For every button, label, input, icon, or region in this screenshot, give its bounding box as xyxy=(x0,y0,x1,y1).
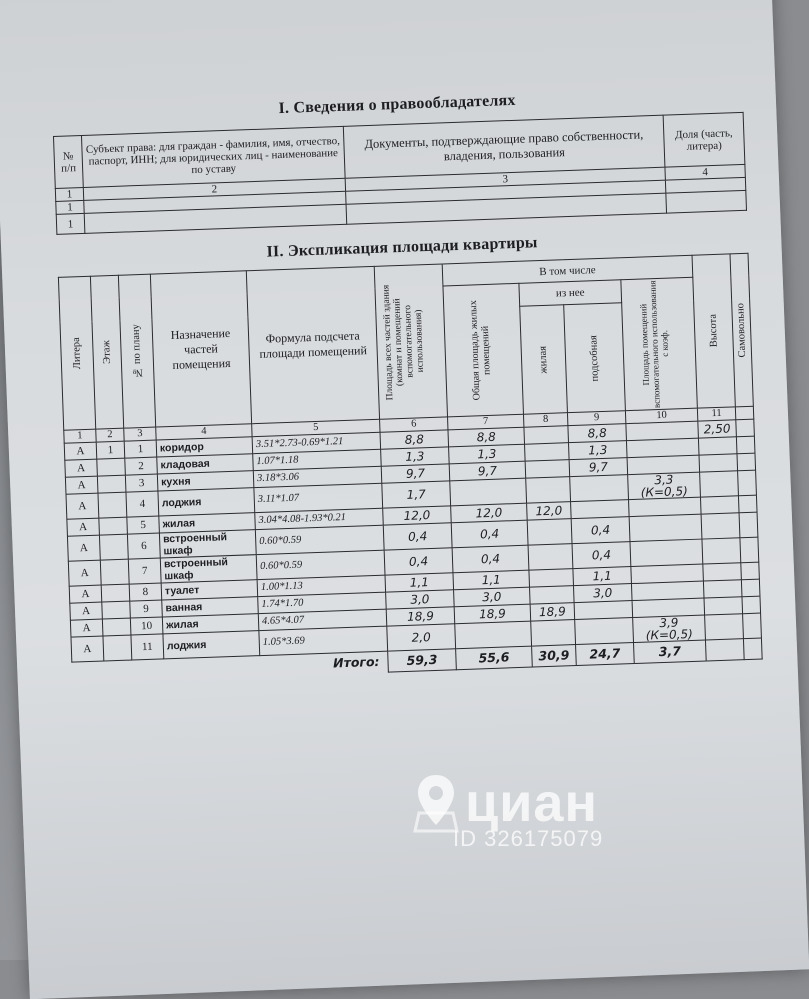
row-num: 5 xyxy=(127,516,160,534)
row-litera: А xyxy=(66,493,99,519)
document xyxy=(52,84,762,684)
row-name: встроенный шкаф xyxy=(159,530,256,558)
row-formula: 0.60*0.59 xyxy=(256,550,385,579)
row-floor xyxy=(102,618,131,636)
header-plan-no: № по плану xyxy=(130,324,144,379)
row-height xyxy=(703,563,742,581)
row-extra xyxy=(741,562,760,580)
row-living xyxy=(526,477,571,504)
colnum xyxy=(735,406,753,420)
row-num: 11 xyxy=(131,634,164,660)
row-height xyxy=(704,597,743,615)
row-name: кухня xyxy=(157,471,254,491)
colnum: 4 xyxy=(156,424,252,440)
row-num: 6 xyxy=(127,533,160,559)
row-aux: 8,8 xyxy=(568,424,627,443)
row-aux: 9,7 xyxy=(569,458,628,477)
row-formula: 3.51*2.73-0.69*1.21 xyxy=(252,432,381,453)
row-name: туалет xyxy=(161,580,258,600)
row-area: 1,3 xyxy=(381,447,450,466)
row-area: 1,7 xyxy=(382,481,451,508)
row-name: лоджия xyxy=(158,488,255,516)
row-num: 2 xyxy=(125,457,158,475)
row-extra xyxy=(738,470,757,496)
explication-table xyxy=(58,253,763,684)
row-floor xyxy=(97,458,126,476)
total-aux: 24,7 xyxy=(576,643,635,666)
header-extra: Самовольно xyxy=(735,302,749,358)
row-aux xyxy=(570,475,629,502)
row-height xyxy=(700,471,739,497)
row-formula: 3.04*4.08-1.93*0.21 xyxy=(255,508,384,529)
header-floor: Этаж xyxy=(101,340,113,365)
total-label: Итого: xyxy=(332,654,380,671)
colnum: 10 xyxy=(625,408,697,424)
row-litera: А xyxy=(67,518,100,536)
row-num: 1 xyxy=(124,440,157,458)
row-living-total: 1,3 xyxy=(449,444,526,464)
section1-title: I. Сведения о правообладателях xyxy=(278,91,516,118)
row-floor xyxy=(103,635,132,661)
header-living: жилая xyxy=(537,345,550,374)
row-litera: А xyxy=(71,636,104,662)
row-floor xyxy=(99,534,128,560)
row-height: 2,50 xyxy=(698,420,737,438)
row-area: 2,0 xyxy=(387,624,456,651)
row-living-total: 9,7 xyxy=(449,461,526,481)
owners-table xyxy=(53,112,747,235)
colnum: 1 xyxy=(64,429,96,443)
row-extra xyxy=(743,613,762,639)
header-purpose: Назначение частей помещения xyxy=(150,271,251,427)
header-including: В том числе xyxy=(442,255,693,286)
row-formula: 1.00*1.13 xyxy=(257,575,386,596)
colnum: 7 xyxy=(448,414,524,430)
header-of-which: из нее xyxy=(519,280,622,307)
total-living-total: 55,6 xyxy=(456,646,533,670)
colnum: 9 xyxy=(567,411,625,426)
row-name: кладовая xyxy=(157,454,254,474)
row-num: 4 xyxy=(126,491,159,517)
row-aux xyxy=(571,500,630,519)
row-extra xyxy=(736,436,755,454)
owners-row-share xyxy=(666,190,747,213)
row-extra xyxy=(739,512,758,538)
row-coef xyxy=(629,514,702,541)
row-formula: 3.11*1.07 xyxy=(254,483,383,512)
row-height xyxy=(701,513,740,539)
row-floor xyxy=(99,517,128,535)
row-extra xyxy=(742,596,761,614)
colnum: 6 xyxy=(380,417,448,432)
row-coef: 3,3 (К=0,5) xyxy=(628,472,701,499)
row-formula: 0.60*0.59 xyxy=(255,525,384,554)
row-num: 9 xyxy=(130,600,163,618)
row-living xyxy=(528,544,573,571)
row-living-total: 0,4 xyxy=(451,520,528,548)
row-height xyxy=(703,580,742,598)
header-auxiliary: подсобная xyxy=(588,334,601,382)
row-extra xyxy=(741,579,760,597)
row-formula: 3.18*3.06 xyxy=(253,466,382,487)
row-area: 18,9 xyxy=(386,607,455,626)
row-aux: 0,4 xyxy=(572,542,631,569)
row-name: жилая xyxy=(159,513,256,533)
colnum: 5 xyxy=(252,419,380,436)
owners-header-share: Доля (часть, литера) xyxy=(663,112,745,167)
owners-header-subject: Субъект права: для граждан - фамилия, имя, отчество, паспорт, ИНН; для юридических лиц - наименование по уставу xyxy=(81,126,345,187)
row-extra xyxy=(736,419,755,437)
row-area: 3,0 xyxy=(386,590,455,609)
row-living xyxy=(529,569,574,588)
owners-row-num: 1 xyxy=(56,213,85,234)
row-litera: А xyxy=(64,442,97,460)
row-area: 9,7 xyxy=(381,464,450,483)
row-living-total xyxy=(455,621,532,649)
row-name: ванная xyxy=(162,597,259,617)
row-area: 12,0 xyxy=(383,506,452,525)
owners-colnum: 4 xyxy=(665,164,745,180)
watermark xyxy=(415,772,603,852)
row-living-total: 3,0 xyxy=(454,587,531,607)
row-living-total: 1,1 xyxy=(453,570,530,590)
row-formula: 1.74*1.70 xyxy=(258,592,387,613)
row-num: 3 xyxy=(125,474,158,492)
colnum: 3 xyxy=(124,427,156,441)
total-living: 30,9 xyxy=(532,645,577,668)
row-coef xyxy=(630,539,703,566)
colnum: 8 xyxy=(523,413,567,428)
row-area: 8,8 xyxy=(380,430,449,449)
row-formula: 4.65*4.07 xyxy=(258,609,387,630)
row-living xyxy=(524,426,569,445)
header-height: Высота xyxy=(707,314,720,348)
row-name: жилая xyxy=(162,614,259,634)
total-coef: 3,7 xyxy=(634,640,707,663)
owners-header-num: № п/п xyxy=(53,135,83,188)
colnum: 2 xyxy=(96,428,124,442)
row-name: коридор xyxy=(156,437,253,457)
owners-header-documents: Документы, подтверждающие право собственности, владения, пользования xyxy=(343,115,665,178)
row-extra xyxy=(738,495,757,513)
row-num: 8 xyxy=(129,583,162,601)
row-aux: 1,1 xyxy=(573,567,632,586)
row-formula: 1.05*3.69 xyxy=(259,626,388,655)
row-living xyxy=(527,519,572,546)
row-living xyxy=(525,443,570,462)
row-floor xyxy=(101,584,130,602)
row-living-total xyxy=(450,478,527,506)
row-floor xyxy=(97,475,126,493)
row-formula: 1.07*1.18 xyxy=(253,449,382,470)
row-aux: 0,4 xyxy=(571,517,630,544)
row-litera: А xyxy=(68,560,101,586)
row-name: лоджия xyxy=(163,631,260,659)
row-living: 12,0 xyxy=(527,502,572,521)
colnum: 11 xyxy=(697,407,735,421)
owners-colnum: 3 xyxy=(345,167,665,191)
row-living-total: 18,9 xyxy=(454,604,531,624)
row-litera: А xyxy=(69,585,102,603)
row-height xyxy=(702,538,741,564)
total-area: 59,3 xyxy=(388,649,457,672)
header-litera: Литера xyxy=(71,337,84,370)
header-total-area: Площадь всех частей здания (комнат и помещений вспомогательного использования) xyxy=(380,284,426,401)
row-litera: А xyxy=(70,619,103,637)
row-num: 10 xyxy=(130,617,163,635)
row-litera: А xyxy=(70,602,103,620)
header-living-total: Общая площадь жилых помещений xyxy=(467,300,493,401)
row-living-total: 8,8 xyxy=(448,427,525,447)
row-extra xyxy=(737,453,756,471)
row-extra xyxy=(740,537,759,563)
row-floor xyxy=(102,601,131,619)
total-extra xyxy=(743,638,762,660)
header-formula: Формула подсчета площади помещений xyxy=(246,266,379,423)
row-height xyxy=(698,437,737,455)
row-living-total: 12,0 xyxy=(451,503,528,523)
header-aux-coef: Площадь помещений вспомогательного использования с коэф. xyxy=(637,280,670,409)
row-num: 7 xyxy=(128,558,161,584)
row-height xyxy=(705,614,744,640)
row-litera: А xyxy=(65,459,98,477)
total-height xyxy=(705,639,744,661)
row-coef: 3,9 (К=0,5) xyxy=(633,615,706,642)
row-area: 1,1 xyxy=(385,573,454,592)
row-litera: А xyxy=(67,535,100,561)
row-litera: А xyxy=(65,476,98,494)
row-aux xyxy=(575,618,634,645)
row-living xyxy=(530,586,575,605)
owners-row-num: 1 xyxy=(56,200,84,214)
row-name: встроенный шкаф xyxy=(160,555,257,583)
row-floor xyxy=(100,559,129,585)
watermark-brand: циан xyxy=(465,773,599,833)
row-living: 18,9 xyxy=(530,603,575,622)
row-height xyxy=(699,454,738,472)
row-floor xyxy=(98,492,127,518)
row-aux xyxy=(574,601,633,620)
row-height xyxy=(700,496,739,514)
row-floor: 1 xyxy=(96,441,125,459)
row-living xyxy=(531,620,576,647)
row-living xyxy=(525,460,570,479)
section2-title: II. Экспликация площади квартиры xyxy=(266,234,538,261)
row-living-total: 0,4 xyxy=(452,545,529,573)
owners-colnum: 1 xyxy=(55,187,83,201)
location-pin-icon xyxy=(415,773,457,833)
row-aux: 3,0 xyxy=(573,584,632,603)
watermark-id: ID 326175079 xyxy=(453,826,604,851)
row-area: 0,4 xyxy=(383,523,452,550)
row-aux: 1,3 xyxy=(568,441,627,460)
owners-colnum: 2 xyxy=(83,178,345,200)
row-area: 0,4 xyxy=(384,548,453,575)
